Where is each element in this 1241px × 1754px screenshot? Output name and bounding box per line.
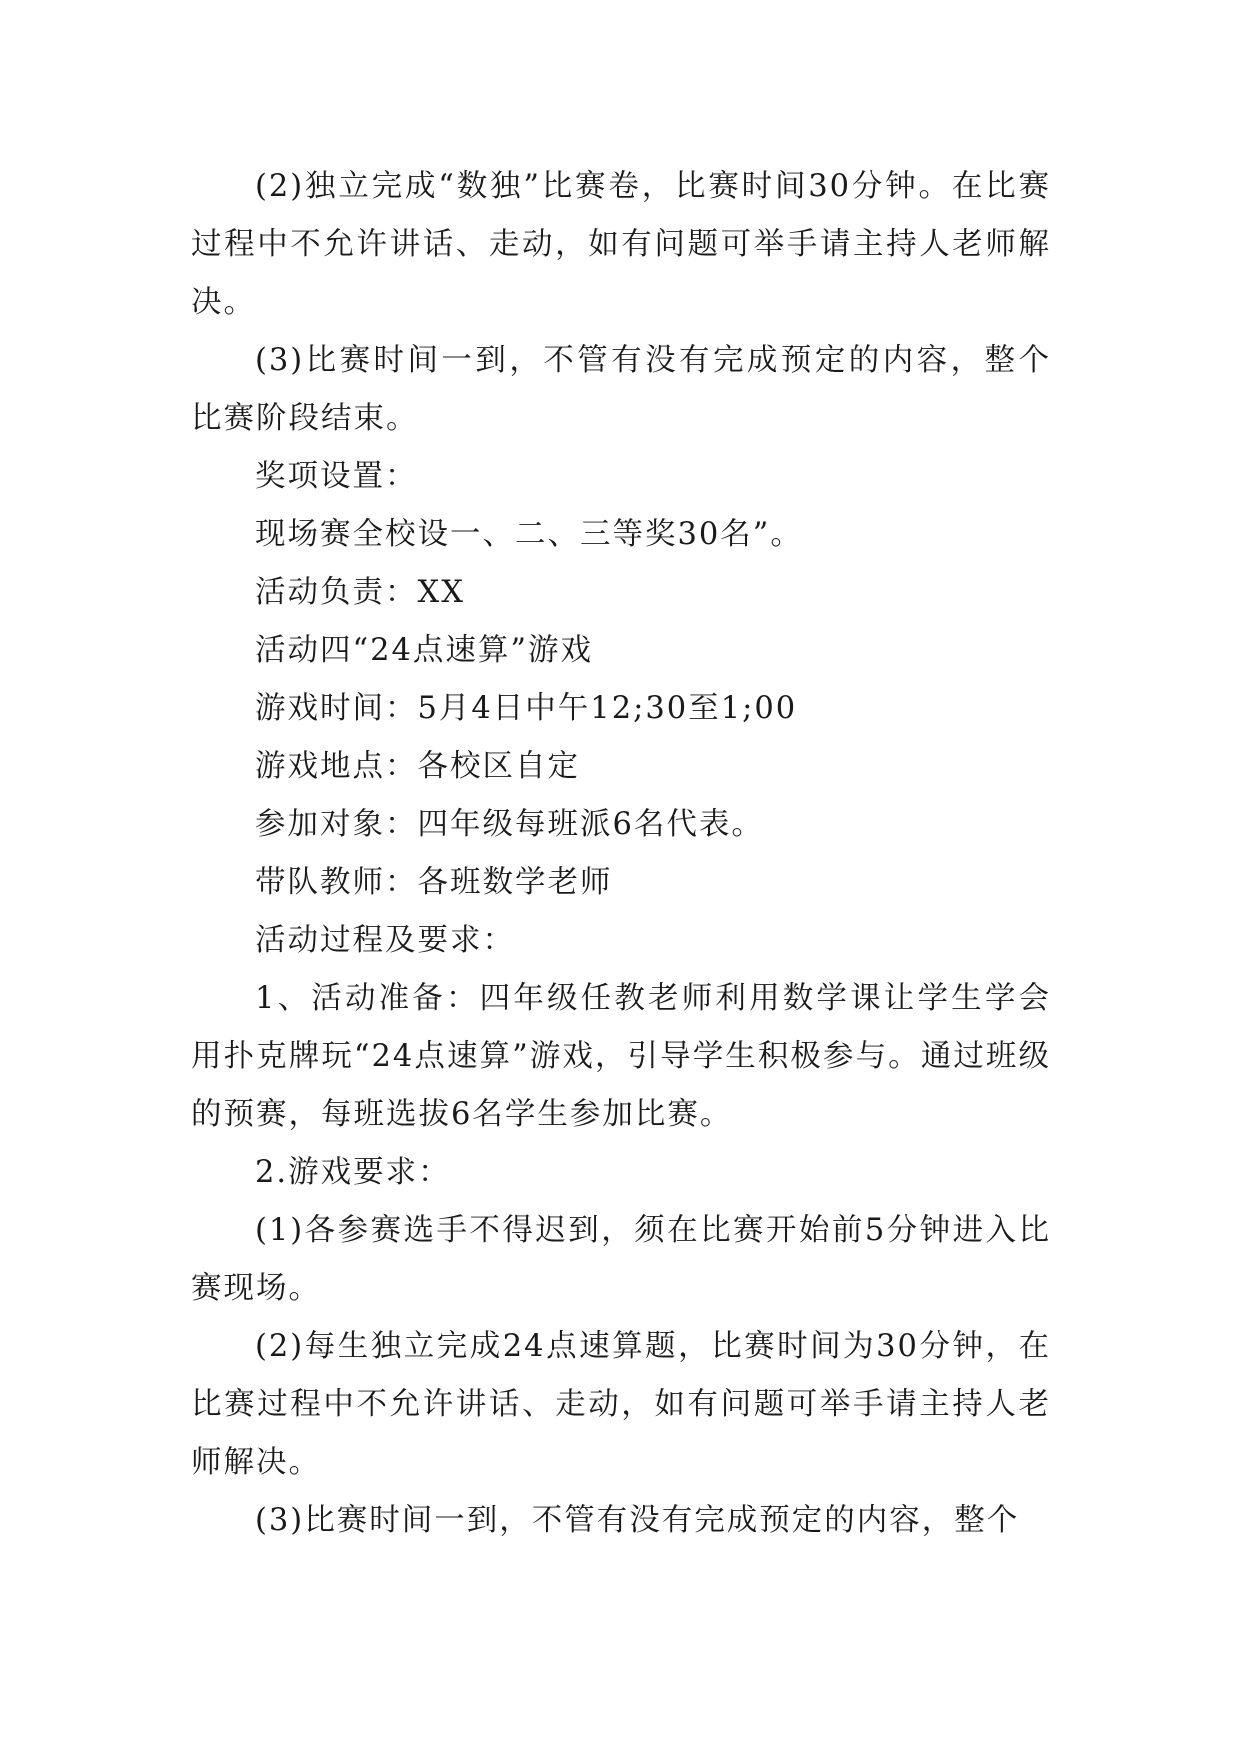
paragraph-participants: 参加对象：四年级每班派6名代表。 [255, 807, 764, 842]
paragraph-game-rule-3: (3)比赛时间一到，不管有没有完成预定的内容，整个 [255, 1503, 1020, 1538]
paragraph-activity-owner: 活动负责：XX [255, 575, 465, 610]
paragraph-activity-four-title: 活动四“24点速算”游戏 [255, 633, 593, 668]
paragraph-preparation: 1、活动准备：四年级任教老师利用数学课让学生学会用扑克牌玩“24点速算”游戏，引导学生积极参与。通过班级的预赛，每班选拔6名学生参加比赛。 [191, 981, 1051, 1132]
paragraph-award-detail: 现场赛全校设一、二、三等奖30名”。 [255, 517, 803, 552]
document-body [191, 158, 1051, 1550]
paragraph-game-rule-1: (1)各参赛选手不得迟到，须在比赛开始前5分钟进入比赛现场。 [191, 1213, 1051, 1306]
paragraph-process-heading: 活动过程及要求： [255, 923, 515, 958]
paragraph-game-rule-2: (2)每生独立完成24点速算题，比赛时间为30分钟，在比赛过程中不允许讲话、走动，如有问题可举手请主持人老师解决。 [191, 1329, 1051, 1480]
paragraph-sudoku-rule-3: (3)比赛时间一到，不管有没有完成预定的内容，整个比赛阶段结束。 [191, 343, 1051, 436]
paragraph-game-requirements-heading: 2.游戏要求： [255, 1155, 451, 1190]
paragraph-teachers: 带队教师：各班数学老师 [255, 865, 613, 900]
paragraph-award-heading: 奖项设置： [255, 459, 418, 494]
paragraph-game-location: 游戏地点：各校区自定 [255, 749, 580, 784]
paragraph-sudoku-rule-2: (2)独立完成“数独”比赛卷，比赛时间30分钟。在比赛过程中不允许讲话、走动，如有问题可举手请主持人老师解决。 [191, 169, 1051, 320]
paragraph-game-time: 游戏时间：5月4日中午12;30至1;00 [255, 691, 798, 726]
